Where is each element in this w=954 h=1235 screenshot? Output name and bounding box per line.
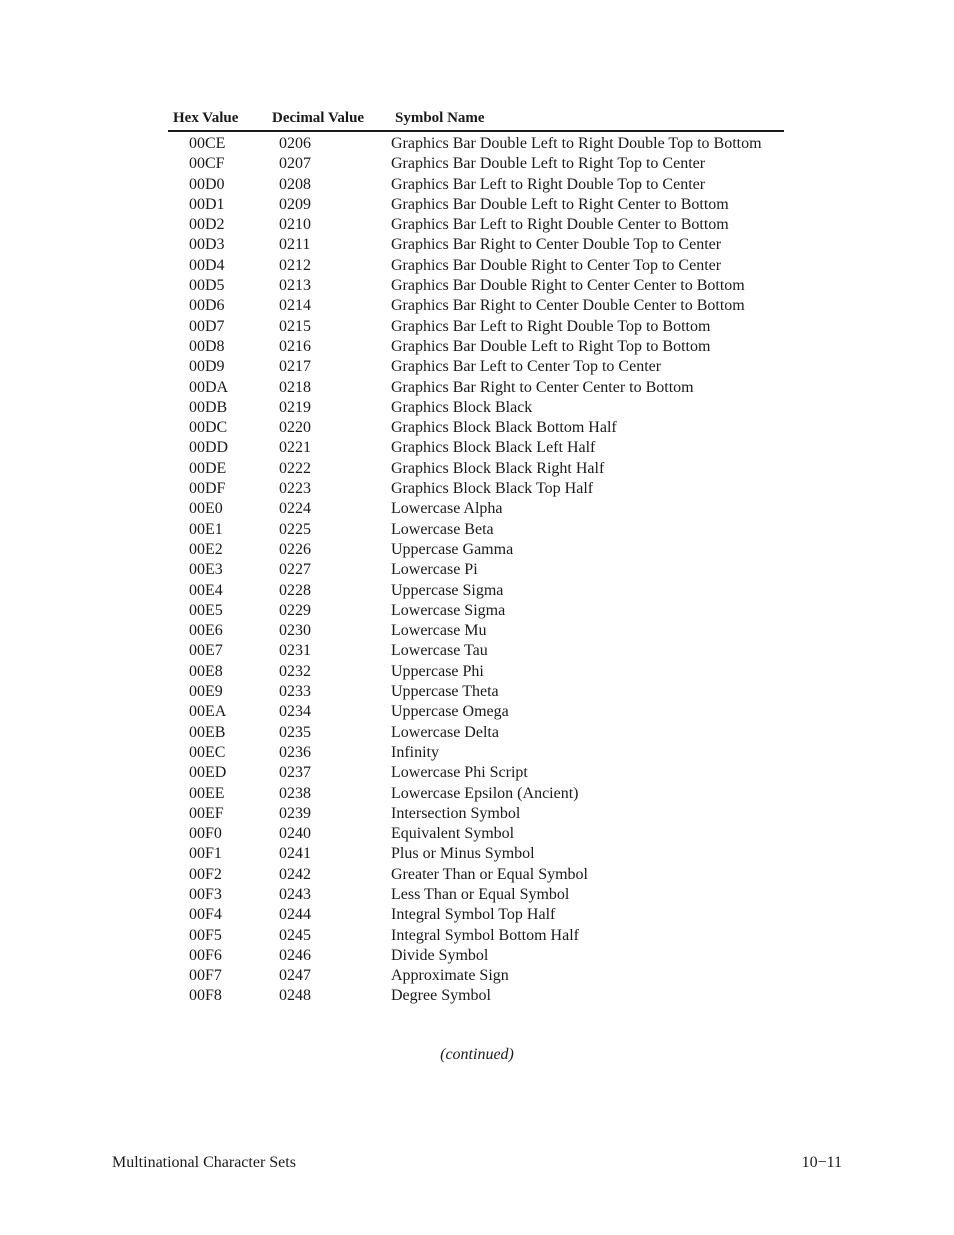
table-row — [168, 337, 784, 357]
hex-value-cell: 00DF — [189, 480, 226, 498]
hex-value-cell: 00DE — [189, 459, 227, 477]
character-table — [168, 108, 784, 1007]
symbol-name-cell: Integral Symbol Bottom Half — [391, 926, 579, 944]
symbol-name-cell: Graphics Bar Left to Right Double Center to Bottom — [391, 216, 729, 234]
table-row — [168, 276, 784, 296]
table-row — [168, 946, 784, 966]
hex-value-cell: 00E5 — [189, 601, 223, 619]
header-symbol-name: Symbol Name — [395, 110, 485, 126]
footer-page-number: 10−11 — [801, 1154, 842, 1171]
table-row — [168, 357, 784, 377]
decimal-value-cell: 0242 — [279, 865, 311, 883]
symbol-name-cell: Graphics Bar Double Right to Center Top to Center — [391, 256, 722, 274]
hex-value-cell: 00E4 — [189, 581, 223, 599]
table-row — [168, 784, 784, 804]
decimal-value-cell: 0234 — [279, 703, 311, 721]
symbol-name-cell: Uppercase Theta — [391, 683, 499, 701]
table-row — [168, 824, 784, 844]
decimal-value-cell: 0211 — [279, 236, 311, 254]
hex-value-cell: 00D0 — [189, 175, 225, 193]
table-row — [168, 418, 784, 438]
hex-value-cell: 00F8 — [189, 987, 222, 1005]
symbol-name-cell: Less Than or Equal Symbol — [391, 885, 570, 903]
symbol-name-cell: Graphics Block Black Bottom Half — [391, 419, 617, 437]
symbol-name-cell: Uppercase Omega — [391, 703, 509, 721]
table-row — [168, 621, 784, 641]
symbol-name-cell: Lowercase Phi Script — [391, 764, 528, 782]
decimal-value-cell: 0248 — [279, 987, 311, 1005]
symbol-name-cell: Lowercase Epsilon (Ancient) — [391, 784, 579, 802]
symbol-name-cell: Graphics Bar Left to Right Double Top to Bottom — [391, 317, 711, 335]
symbol-name-cell: Lowercase Pi — [391, 561, 478, 579]
table-row — [168, 885, 784, 905]
decimal-value-cell: 0247 — [279, 967, 311, 985]
hex-value-cell: 00EA — [189, 703, 227, 721]
symbol-name-cell: Graphics Bar Right to Center Double Top to Center — [391, 236, 722, 254]
symbol-name-cell: Plus or Minus Symbol — [391, 845, 535, 863]
hex-value-cell: 00CF — [189, 155, 225, 173]
table-row — [168, 398, 784, 418]
table-row — [168, 317, 784, 337]
decimal-value-cell: 0228 — [279, 581, 311, 599]
table-row — [168, 520, 784, 540]
symbol-name-cell: Integral Symbol Top Half — [391, 906, 556, 924]
decimal-value-cell: 0231 — [279, 642, 311, 660]
table-row — [168, 479, 784, 499]
decimal-value-cell: 0225 — [279, 520, 311, 538]
decimal-value-cell: 0237 — [279, 764, 311, 782]
hex-value-cell: 00F1 — [189, 845, 222, 863]
decimal-value-cell: 0223 — [279, 480, 311, 498]
symbol-name-cell: Uppercase Gamma — [391, 540, 514, 558]
decimal-value-cell: 0222 — [279, 459, 311, 477]
hex-value-cell: 00EB — [189, 723, 226, 741]
decimal-value-cell: 0235 — [279, 723, 311, 741]
hex-value-cell: 00ED — [189, 764, 227, 782]
hex-value-cell: 00F0 — [189, 825, 222, 843]
hex-value-cell: 00EC — [189, 743, 226, 761]
decimal-value-cell: 0240 — [279, 825, 311, 843]
hex-value-cell: 00D5 — [189, 277, 225, 295]
hex-value-cell: 00D8 — [189, 337, 225, 355]
symbol-name-cell: Degree Symbol — [391, 987, 491, 1005]
symbol-name-cell: Graphics Bar Double Left to Right Double Top to Bottom — [391, 135, 762, 152]
table-row — [168, 905, 784, 925]
hex-value-cell: 00DD — [189, 439, 229, 457]
hex-value-cell: 00E3 — [189, 561, 223, 579]
symbol-name-cell: Divide Symbol — [391, 946, 489, 964]
table-row — [168, 459, 784, 479]
symbol-name-cell: Graphics Bar Right to Center Center to Bottom — [391, 378, 694, 396]
table-row — [168, 865, 784, 885]
decimal-value-cell: 0210 — [279, 216, 311, 234]
hex-value-cell: 00EF — [189, 804, 224, 822]
symbol-name-cell: Uppercase Phi — [391, 662, 484, 680]
table-row — [168, 844, 784, 864]
hex-value-cell: 00D7 — [189, 317, 225, 335]
table-row — [168, 743, 784, 763]
decimal-value-cell: 0216 — [279, 337, 311, 355]
table-row — [168, 378, 784, 398]
hex-value-cell: 00E1 — [189, 520, 223, 538]
hex-value-cell: 00F2 — [189, 865, 222, 883]
hex-value-cell: 00F4 — [189, 906, 222, 924]
decimal-value-cell: 0206 — [279, 135, 311, 152]
hex-value-cell: 00E2 — [189, 540, 223, 558]
table-row — [168, 723, 784, 743]
hex-value-cell: 00D1 — [189, 195, 225, 213]
symbol-name-cell: Graphics Bar Double Left to Right Top to Center — [391, 155, 706, 173]
table-row — [168, 296, 784, 316]
table-row — [168, 256, 784, 276]
decimal-value-cell: 0245 — [279, 926, 311, 944]
hex-value-cell: 00DA — [189, 378, 229, 396]
hex-value-cell: 00EE — [189, 784, 225, 802]
table-row — [168, 540, 784, 560]
decimal-value-cell: 0219 — [279, 398, 311, 416]
decimal-value-cell: 0239 — [279, 804, 311, 822]
decimal-value-cell: 0230 — [279, 622, 311, 640]
symbol-name-cell: Uppercase Sigma — [391, 581, 504, 599]
symbol-name-cell: Lowercase Delta — [391, 723, 499, 741]
header-decimal-value: Decimal Value — [272, 110, 365, 126]
hex-value-cell: 00E7 — [189, 642, 223, 660]
decimal-value-cell: 0243 — [279, 885, 311, 903]
symbol-name-cell: Lowercase Beta — [391, 520, 494, 538]
symbol-name-cell: Lowercase Mu — [391, 622, 487, 640]
decimal-value-cell: 0238 — [279, 784, 311, 802]
decimal-value-cell: 0229 — [279, 601, 311, 619]
hex-value-cell: 00E9 — [189, 683, 223, 701]
decimal-value-cell: 0215 — [279, 317, 311, 335]
table-body — [168, 132, 784, 1007]
symbol-name-cell: Infinity — [391, 743, 439, 761]
hex-value-cell: 00CE — [189, 135, 226, 152]
decimal-value-cell: 0227 — [279, 561, 311, 579]
decimal-value-cell: 0207 — [279, 155, 311, 173]
table-row — [168, 438, 784, 458]
decimal-value-cell: 0212 — [279, 256, 311, 274]
decimal-value-cell: 0241 — [279, 845, 311, 863]
table-row — [168, 134, 784, 154]
table-row — [168, 581, 784, 601]
decimal-value-cell: 0208 — [279, 175, 311, 193]
table-row — [168, 215, 784, 235]
table-row — [168, 682, 784, 702]
table-row — [168, 641, 784, 661]
table-row — [168, 763, 784, 783]
decimal-value-cell: 0218 — [279, 378, 311, 396]
hex-value-cell: 00D9 — [189, 358, 225, 376]
decimal-value-cell: 0246 — [279, 946, 311, 964]
table-row — [168, 804, 784, 824]
footer-section-title: Multinational Character Sets — [112, 1154, 296, 1171]
symbol-name-cell: Graphics Bar Left to Center Top to Center — [391, 358, 662, 376]
table-row — [168, 154, 784, 174]
decimal-value-cell: 0213 — [279, 277, 311, 295]
decimal-value-cell: 0244 — [279, 906, 311, 924]
hex-value-cell: 00F7 — [189, 967, 222, 985]
symbol-name-cell: Greater Than or Equal Symbol — [391, 865, 588, 883]
decimal-value-cell: 0221 — [279, 439, 311, 457]
symbol-name-cell: Lowercase Sigma — [391, 601, 506, 619]
symbol-name-cell: Graphics Block Black Right Half — [391, 459, 605, 477]
table-row — [168, 560, 784, 580]
decimal-value-cell: 0232 — [279, 662, 311, 680]
symbol-name-cell: Lowercase Alpha — [391, 500, 503, 518]
symbol-name-cell: Approximate Sign — [391, 967, 509, 985]
decimal-value-cell: 0217 — [279, 358, 311, 376]
table-row — [168, 702, 784, 722]
symbol-name-cell: Equivalent Symbol — [391, 825, 515, 843]
hex-value-cell: 00E6 — [189, 622, 223, 640]
decimal-value-cell: 0226 — [279, 540, 311, 558]
symbol-name-cell: Graphics Block Black Top Half — [391, 480, 594, 498]
symbol-name-cell: Graphics Bar Double Right to Center Center to Bottom — [391, 277, 745, 295]
decimal-value-cell: 0220 — [279, 419, 311, 437]
table-row — [168, 662, 784, 682]
hex-value-cell: 00DB — [189, 398, 228, 416]
hex-value-cell: 00D3 — [189, 236, 225, 254]
decimal-value-cell: 0214 — [279, 297, 311, 315]
table-row — [168, 175, 784, 195]
hex-value-cell: 00F3 — [189, 885, 222, 903]
decimal-value-cell: 0209 — [279, 195, 311, 213]
table-row — [168, 499, 784, 519]
table-row — [168, 966, 784, 986]
table-row — [168, 235, 784, 255]
symbol-name-cell: Lowercase Tau — [391, 642, 488, 660]
symbol-name-cell: Graphics Bar Double Left to Right Center to Bottom — [391, 195, 729, 213]
hex-value-cell: 00D6 — [189, 297, 225, 315]
header-hex-value: Hex Value — [173, 110, 239, 126]
hex-value-cell: 00E8 — [189, 662, 223, 680]
table-header — [168, 108, 784, 132]
symbol-name-cell: Graphics Block Black — [391, 398, 533, 416]
symbol-name-cell: Graphics Bar Left to Right Double Top to Center — [391, 175, 706, 193]
symbol-name-cell: Graphics Bar Double Left to Right Top to Bottom — [391, 337, 711, 355]
hex-value-cell: 00F6 — [189, 946, 222, 964]
hex-value-cell: 00D4 — [189, 256, 225, 274]
symbol-name-cell: Graphics Block Black Left Half — [391, 439, 596, 457]
continued-note: (continued) — [440, 1046, 514, 1063]
symbol-name-cell: Graphics Bar Right to Center Double Center to Bottom — [391, 297, 745, 315]
symbol-name-cell: Intersection Symbol — [391, 804, 521, 822]
hex-value-cell: 00E0 — [189, 500, 223, 518]
table-row — [168, 926, 784, 946]
decimal-value-cell: 0233 — [279, 683, 311, 701]
table-row — [168, 601, 784, 621]
decimal-value-cell: 0236 — [279, 743, 311, 761]
table-row — [168, 195, 784, 215]
hex-value-cell: 00F5 — [189, 926, 222, 944]
hex-value-cell: 00DC — [189, 419, 228, 437]
decimal-value-cell: 0224 — [279, 500, 311, 518]
table-row — [168, 986, 784, 1006]
hex-value-cell: 00D2 — [189, 216, 225, 234]
